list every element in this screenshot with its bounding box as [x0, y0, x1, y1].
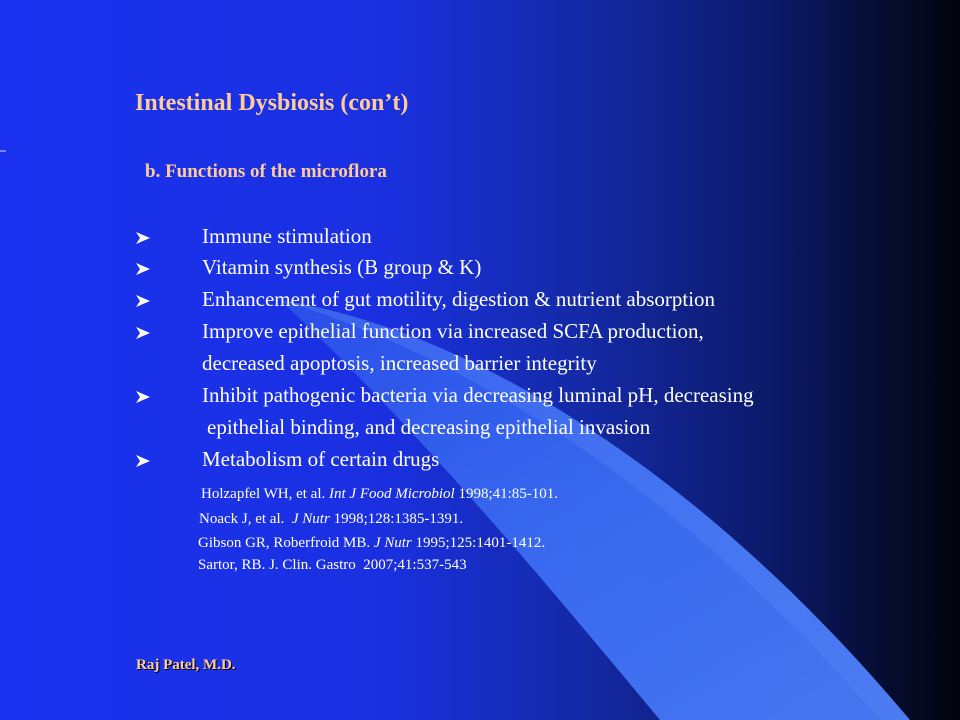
- author-footer: Raj Patel, M.D.: [136, 657, 236, 673]
- arrowhead-bullet-icon: [135, 262, 151, 276]
- arrowhead-bullet-icon: [135, 454, 151, 468]
- reference-citation: [198, 558, 467, 573]
- bullet-text: Inhibit pathogenic bacteria via decreasing luminal pH, decreasing: [202, 383, 754, 407]
- reference-authors: Holzapfel WH, et al.: [201, 486, 330, 502]
- arrowhead-bullet-icon: [135, 294, 151, 308]
- reference-journal: Int J Food Microbiol: [329, 486, 455, 502]
- bullet-text: Metabolism of certain drugs: [202, 447, 440, 471]
- reference-journal: J Nutr: [373, 535, 412, 551]
- bullet-text: Vitamin synthesis (B group & K): [202, 255, 482, 279]
- arrowhead-bullet-icon: [135, 231, 151, 245]
- reference-authors: Noack J, et al.: [199, 511, 292, 527]
- reference-volume: 1998;128:1385-1391.: [329, 511, 464, 527]
- reference-authors: Sartor, RB. J. Clin. Gastro 2007;41:537-543: [198, 557, 467, 573]
- reference-volume: 1998;41:85-101.: [454, 486, 559, 502]
- slide-title: Intestinal Dysbiosis (con’t): [135, 90, 409, 116]
- reference-volume: 1995;125:1401-1412.: [411, 535, 546, 551]
- arrowhead-bullet-icon: [135, 326, 151, 340]
- reference-citation: [199, 512, 463, 527]
- bullet-text-continuation: decreased apoptosis, increased barrier integrity: [202, 351, 597, 375]
- reference-citation: [198, 536, 545, 551]
- bullet-text: Immune stimulation: [202, 224, 372, 248]
- reference-citation: [201, 487, 558, 502]
- reference-authors: Gibson GR, Roberfroid MB.: [198, 535, 374, 551]
- bullet-text-continuation: epithelial binding, and decreasing epithelial invasion: [207, 415, 651, 439]
- slide-subtitle: b. Functions of the microflora: [145, 161, 387, 182]
- bullet-text: Enhancement of gut motility, digestion & nutrient absorption: [202, 287, 716, 311]
- reference-journal: J Nutr: [291, 511, 330, 527]
- bullet-text: Improve epithelial function via increased SCFA production,: [202, 319, 704, 343]
- arrowhead-bullet-icon: [135, 390, 151, 404]
